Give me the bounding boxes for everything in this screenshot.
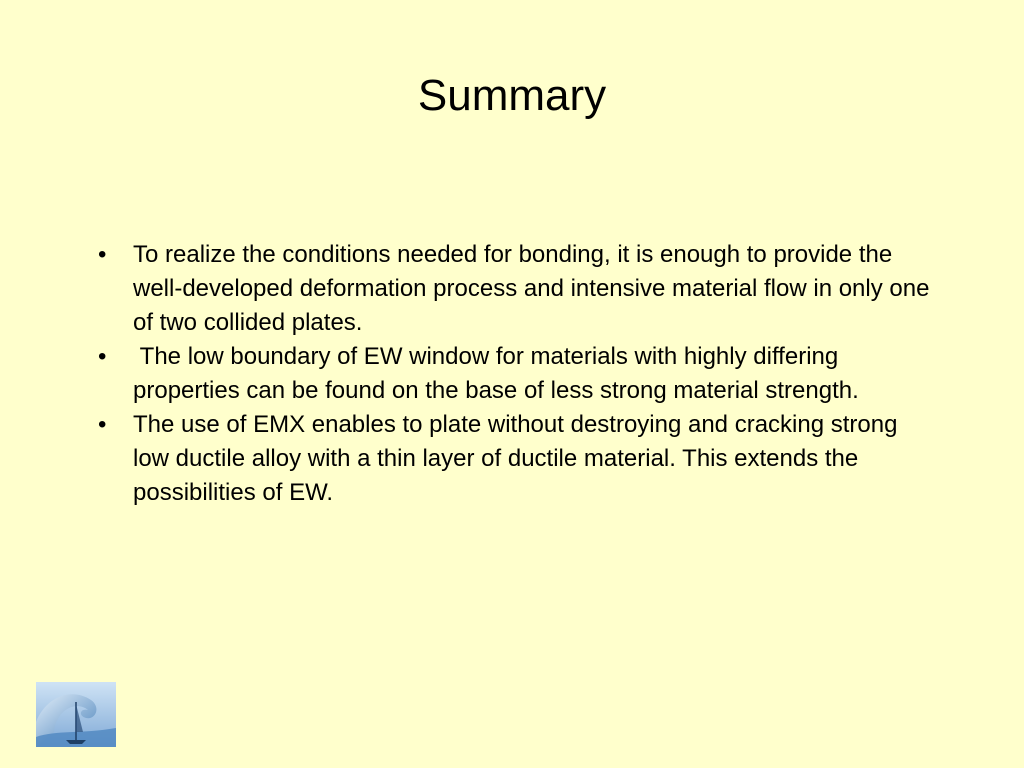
bullet-item bbox=[96, 340, 936, 408]
bullet-item bbox=[96, 238, 936, 340]
slide-title: Summary bbox=[417, 71, 607, 120]
bullet-text: The use of EMX enables to plate without destroying and cracking strong low ductile alloy with a thin layer of ductile material. This extends the possibilities of EW. bbox=[133, 411, 898, 506]
bullet-text: To realize the conditions needed for bonding, it is enough to provide the well-developed deformation process and intensive material flow in only one of two collided plates. bbox=[133, 241, 930, 336]
bullet-dot: • bbox=[98, 343, 107, 370]
bullet-text: The low boundary of EW window for materials with highly differing properties can be found on the base of less strong material strength. bbox=[133, 343, 859, 404]
bullet-dot: • bbox=[98, 241, 107, 268]
bullet-item bbox=[96, 408, 936, 510]
wave-logo-icon bbox=[36, 682, 116, 747]
bullet-dot: • bbox=[98, 411, 107, 438]
bullet-list bbox=[96, 238, 936, 510]
